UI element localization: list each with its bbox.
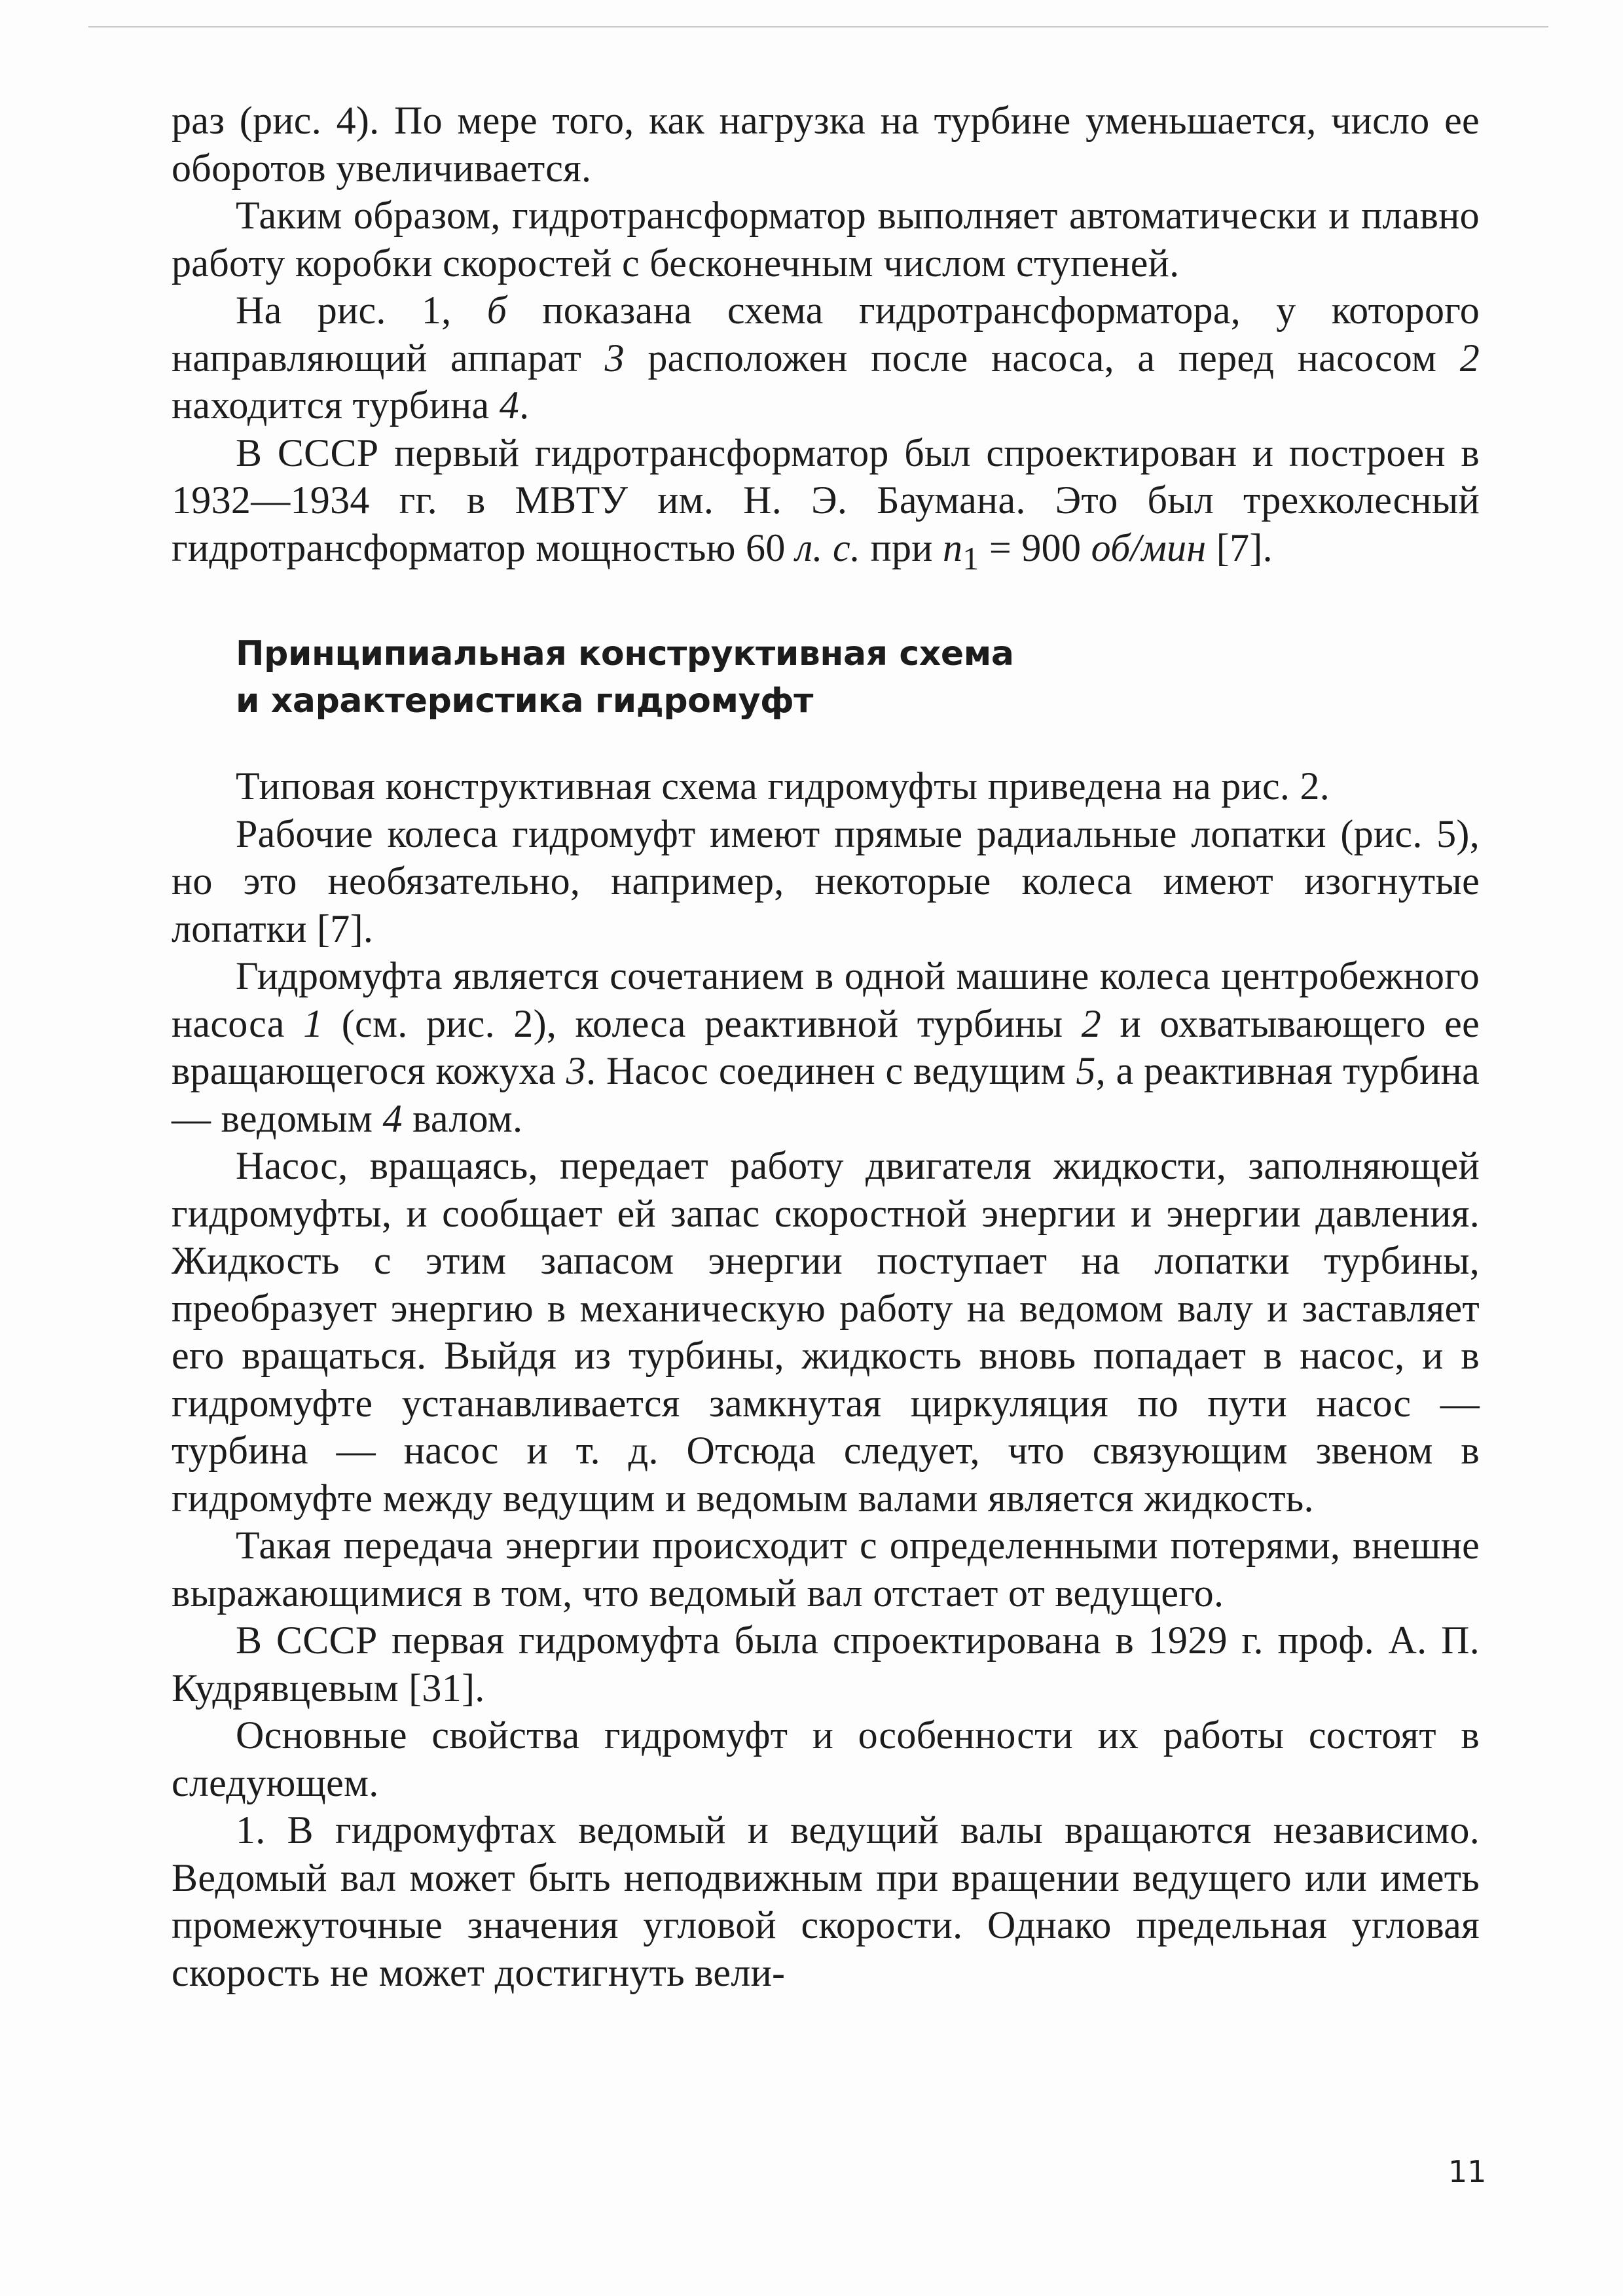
text-run: .: [519, 384, 530, 427]
text-run: Насос, вращаясь, передает работу двигателя жидкости, заполняющей гидромуфты, и сообщает ей запас скоростной энергии и энергии давления. Жидкость с этим запасом энергии поступает на лопатки турбины, преобразует энергию в механическую работу на ведомом валу и заставляет его вращаться. Выйдя из турбины, жидкость вновь попадает в насос, и в гидромуфте устанавливается замкнутая циркуляция по пути насос — турбина — насос и т. д. Отсюда следует, что связующим звеном в гидромуфте между ведущим и ведомым валами является жидкость.: [172, 1144, 1480, 1520]
paragraph-p3: [172, 287, 1480, 429]
text-run: Типовая конструктивная схема гидромуфты приведена на рис. 2.: [236, 764, 1330, 808]
paragraph-p8: [172, 1142, 1480, 1522]
text-run: Таким образом, гидротрансформатор выполняет автоматически и плавно работу коробки скоростей с бесконечным числом ступеней.: [172, 194, 1480, 285]
paragraph-p12: [172, 1806, 1480, 1996]
text-run: Основные свойства гидромуфт и особенности их работы состоят в следующем.: [172, 1713, 1480, 1804]
paragraph-p7: [172, 952, 1480, 1142]
italic-run: 2: [1459, 336, 1480, 380]
italic-run: 5: [1076, 1049, 1096, 1092]
paragraphs-top: [172, 97, 1480, 582]
paragraph-p11: [172, 1712, 1480, 1806]
italic-run: 4: [382, 1096, 403, 1140]
text-run: 1. В гидромуфтах ведомый и ведущий валы вращаются независимо. Ведомый вал может быть неподвижным при вращении ведущего или иметь промежуточные значения угловой скорости. Однако предельная угловая скорость не может достигнуть вели-: [172, 1808, 1480, 1994]
text-run: Такая передача энергии происходит с определенными потерями, внешне выражающимися в том, что ведомый вал отстает от ведущего.: [172, 1524, 1480, 1615]
text-run: находится турбина: [172, 384, 500, 427]
italic-run: б: [486, 289, 507, 332]
italic-run: 3: [566, 1049, 587, 1092]
paragraph-p4: [172, 429, 1480, 583]
text-run: и охватывающего ее вращающегося кожуха: [172, 1001, 1480, 1092]
italic-run: л. с.: [795, 526, 861, 569]
paragraph-p10: [172, 1617, 1480, 1712]
text-run: валом.: [402, 1096, 523, 1140]
text-run: Рабочие колеса гидромуфт имеют прямые радиальные лопатки (рис. 5), но это необязательно, например, некоторые колеса имеют изогнутые лопатки [7].: [172, 812, 1480, 950]
text-run: = 900: [979, 526, 1091, 569]
italic-run: 4: [499, 384, 520, 427]
text-run: расположен после насоса, а перед насосом: [624, 336, 1460, 380]
paragraph-p6: [172, 810, 1480, 953]
paragraph-p2: [172, 192, 1480, 287]
italic-run: 2: [1081, 1001, 1102, 1045]
top-rule: [88, 26, 1548, 27]
text-run: [7].: [1206, 526, 1273, 569]
text-run: В СССР первый гидротрансформатор был спроектирован и построен в 1932—1934 гг. в МВТУ им. Н. Э. Баумана. Это был трехколесный гидротрансформатор мощностью 60: [172, 431, 1480, 569]
paragraph-p9: [172, 1522, 1480, 1617]
paragraphs-bottom: [172, 762, 1480, 1996]
text-run: (см. рис. 2), колеса реактивной турбины: [323, 1001, 1082, 1045]
italic-run: n: [942, 526, 963, 569]
section-heading-line-1: Принципиальная конструктивная схема: [236, 634, 1014, 673]
subscript-run: 1: [962, 539, 979, 577]
italic-run: 1: [303, 1001, 323, 1045]
text-run: при: [860, 526, 943, 569]
italic-run: об/мин: [1091, 526, 1207, 569]
text-run: , а реактивная турбина — ведомым: [172, 1049, 1480, 1140]
text-run: . Насос соединен с ведущим: [586, 1049, 1076, 1092]
text-run: показана схема гидротрансформатора, у которого направляющий аппарат: [172, 289, 1480, 380]
text-run: раз (рис. 4). По мере того, как нагрузка на турбине уменьшается, число ее оборотов увеличивается.: [172, 99, 1480, 190]
section-heading: [236, 630, 1480, 725]
text-run: Гидромуфта является сочетанием в одной машине колеса центробежного насоса: [172, 954, 1480, 1045]
text-run: В СССР первая гидромуфта была спроектирована в 1929 г. проф. А. П. Кудрявцевым [31].: [172, 1619, 1480, 1710]
body-text: [172, 97, 1480, 1996]
page-number: 11: [1448, 2154, 1487, 2189]
text-run: На рис. 1,: [236, 289, 487, 332]
paragraph-p1: [172, 97, 1480, 192]
italic-run: 3: [604, 336, 625, 380]
paragraph-p5: [172, 762, 1480, 810]
section-heading-line-2: и характеристика гидромуфт: [236, 681, 814, 721]
